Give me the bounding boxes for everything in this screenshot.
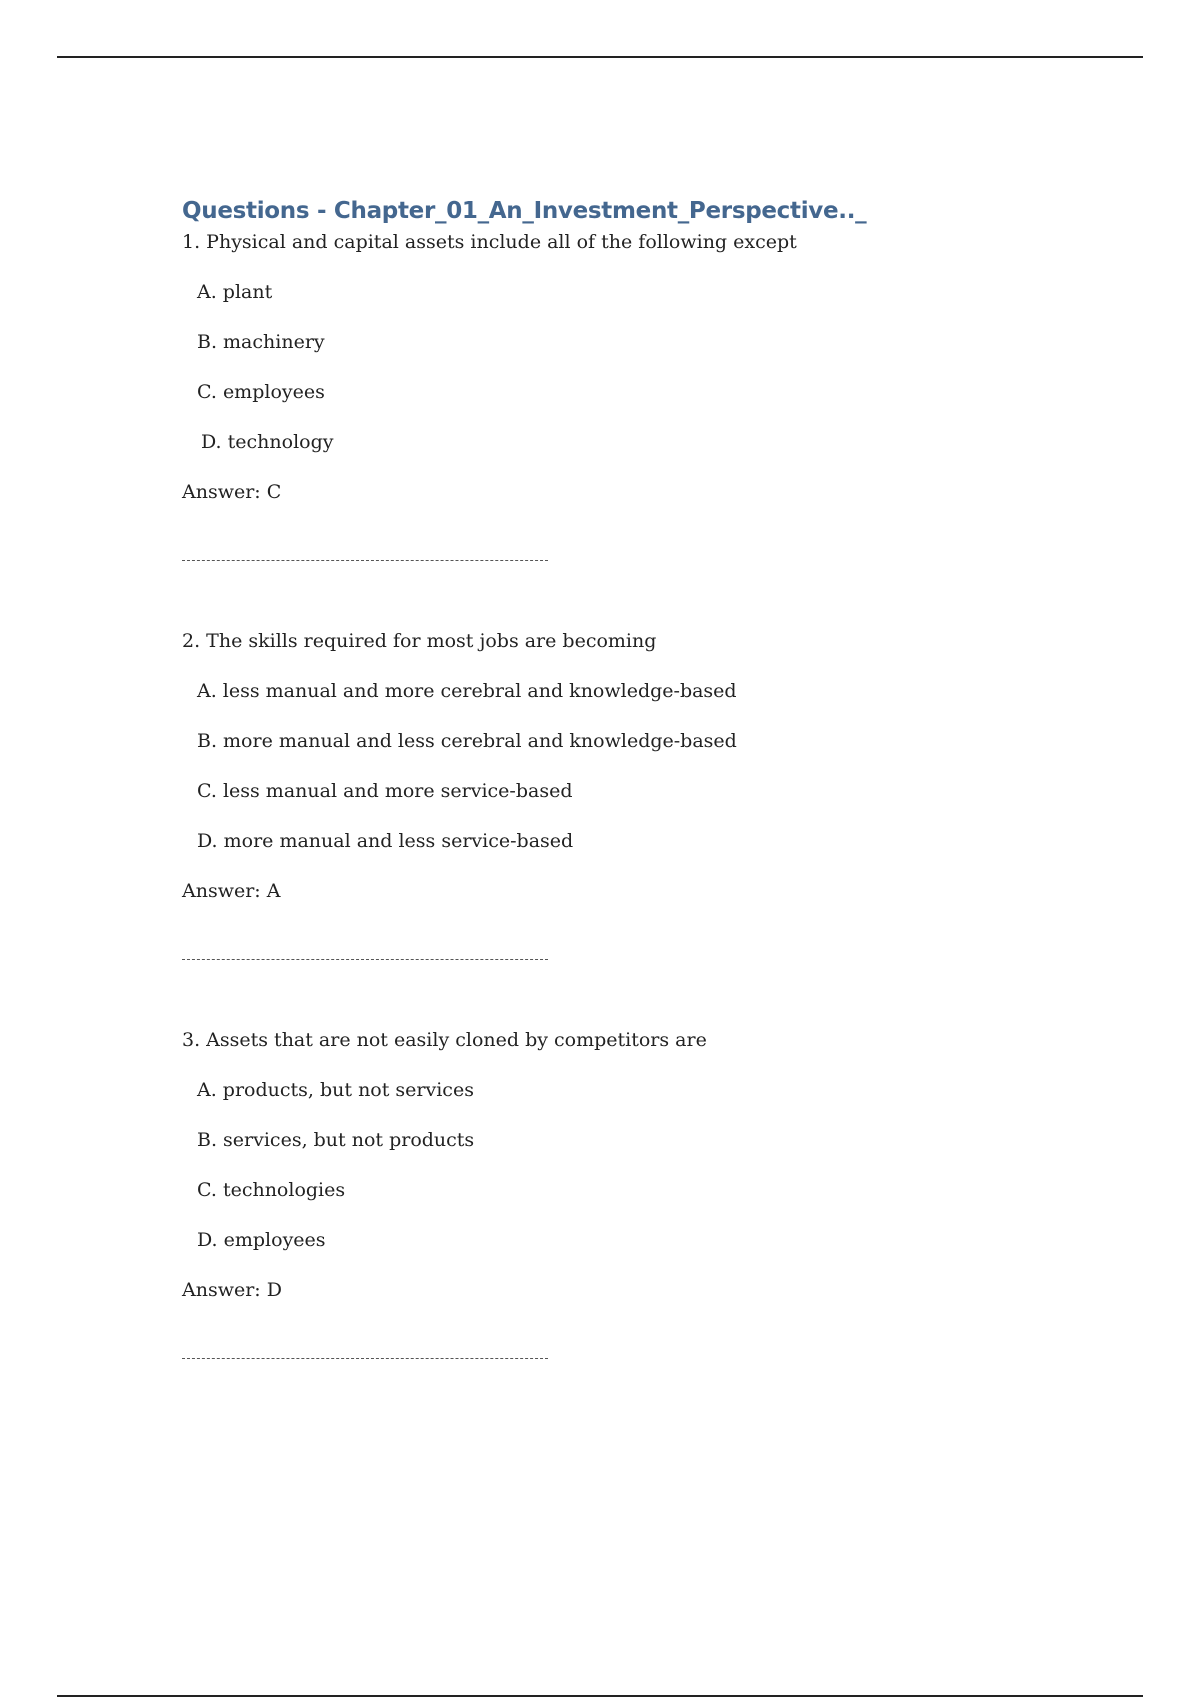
footer-rule <box>57 1695 1143 1697</box>
header-rule <box>57 56 1143 58</box>
option-c: C. employees <box>197 381 325 403</box>
question-separator <box>182 959 548 960</box>
option-b: B. services, but not products <box>197 1129 475 1151</box>
option-a: A. less manual and more cerebral and knowledge-based <box>197 680 737 702</box>
question-2 <box>182 627 1082 960</box>
answer-line: Answer: C <box>182 481 282 503</box>
option-b: B. machinery <box>197 331 325 353</box>
option-a: A. products, but not services <box>197 1079 474 1101</box>
option-a: A. plant <box>197 281 273 303</box>
option-d: D. technology <box>201 431 334 453</box>
option-b: B. more manual and less cerebral and knowledge-based <box>197 730 737 752</box>
question-text: 1. Physical and capital assets include all of the following except <box>182 231 797 253</box>
question-text: 3. Assets that are not easily cloned by competitors are <box>182 1029 707 1051</box>
document-body <box>182 194 1082 1359</box>
option-d: D. employees <box>197 1229 326 1251</box>
answer-line: Answer: D <box>182 1279 282 1301</box>
question-3 <box>182 1026 1082 1359</box>
option-c: C. less manual and more service-based <box>197 780 573 802</box>
question-1 <box>182 228 1082 561</box>
question-text: 2. The skills required for most jobs are becoming <box>182 630 657 652</box>
document-title: Questions - Chapter_01_An_Investment_Perspective.._ <box>182 198 867 224</box>
question-separator <box>182 560 548 561</box>
question-separator <box>182 1358 548 1359</box>
option-c: C. technologies <box>197 1179 346 1201</box>
answer-line: Answer: A <box>182 880 281 902</box>
option-d: D. more manual and less service-based <box>197 830 574 852</box>
